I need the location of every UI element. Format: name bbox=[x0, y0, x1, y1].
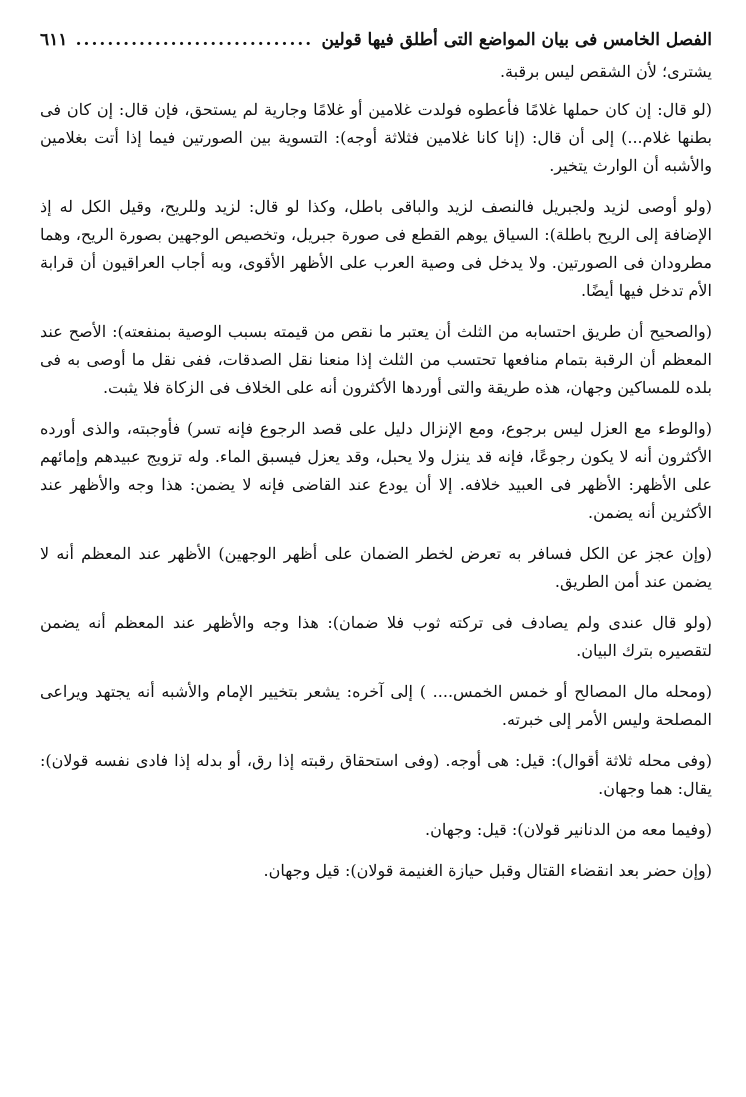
paragraph: (ولو أوصى لزيد ولجبريل فالنصف لزيد والباقى باطل، وكذا لو قال: لزيد وللريح، وقيل الكل له إذ الإضافة إلى الريح باطلة): السياق يوهم القطع فى صورة جبريل، وتخصيص الوجهين بصورة الريح، وهما مطرودان فى الصورتين. ولا يدخل فى وصية العرب على الأظهر الأقوى، وبه أجاب العراقيون أن قرابة الأم تدخل فيها أيضًا. bbox=[40, 197, 712, 300]
paragraph: (وإن عجز عن الكل فسافر به تعرض لخطر الضمان على أظهر الوجهين) الأظهر عند المعظم أنه لا يضمن عند أمن الطريق. bbox=[40, 544, 712, 591]
running-header bbox=[40, 28, 712, 56]
paragraph: (ومحله مال المصالح أو خمس الخمس.... ) إلى آخره: يشعر بتخيير الإمام والأشبه أنه يجتهد ويراعى المصلحة وليس الأمر إلى خبرته. bbox=[40, 682, 713, 729]
page bbox=[40, 28, 712, 898]
paragraph: (لو قال: إن كان حملها غلامًا فأعطوه فولدت غلامين أو غلامًا وجارية لم يستحق، فإن قال: إن كان فى بطنها غلام...) إلى أن قال: (إنا كانا غلامين فثلاثة أوجه): التسوية بين الصورتين فيما إذا أتت بغلامين والأشبه أن الوارث يتخير. bbox=[40, 100, 712, 175]
paragraph: (وفى محله ثلاثة أقوال): قيل: هى أوجه. (وفى استحقاق رقبته إذا رق، أو بدله إذا فادى نفسه قولان): يقال: هما وجهان. bbox=[40, 751, 712, 798]
leader-dots: .............................. bbox=[75, 30, 314, 50]
paragraph-continuation: يشترى؛ لأن الشقص ليس برقبة. bbox=[499, 62, 712, 81]
paragraph: (والصحيح أن طريق احتسابه من الثلث أن يعتبر ما نقص من قيمته بسبب الوصية بمنفعته): الأصح عند المعظم أن الرقبة بتمام منافعها تحتسب من الثلث إذا منعنا نقل الصدقات، ففى نقل ما أوصى به فى بلده للمساكين وجهان، هذه طريقة والتى أوردها الأكثرون أنه على الخلاف فى الزكاة فلا يثبت. bbox=[40, 322, 712, 397]
paragraph: (وفيما معه من الدنانير قولان): قيل: وجهان. bbox=[425, 820, 712, 839]
chapter-title: الفصل الخامس فى بيان المواضع التى أطلق فيها قولين bbox=[321, 30, 712, 50]
page-number: ٦١١ bbox=[40, 30, 68, 50]
paragraph: (وإن حضر بعد انقضاء القتال وقبل حيازة الغنيمة قولان): قيل وجهان. bbox=[263, 861, 712, 880]
paragraph: (والوطء مع العزل ليس برجوع، ومع الإنزال دليل على قصد الرجوع فإنه تسر) فأوجبته، والذى أورده الأكثرون أنه لا يكون رجوعًا، فإنه قد ينزل ولا يحبل، وقد يعزل فيسبق الماء. وله تزويج عبيدهم وإمائهم على الأظهر: الأظهر فى العبيد خلافه. إلا أن يودع عند القاضى فإنه لا يضمن: هذا وجه والأظهر عند الأكثرين أنه يضمن. bbox=[40, 419, 713, 522]
paragraph: (ولو قال عندى ولم يصادف فى تركته ثوب فلا ضمان): هذا وجه والأظهر عند المعظم أنه يضمن لتقصيره بترك البيان. bbox=[40, 613, 712, 660]
